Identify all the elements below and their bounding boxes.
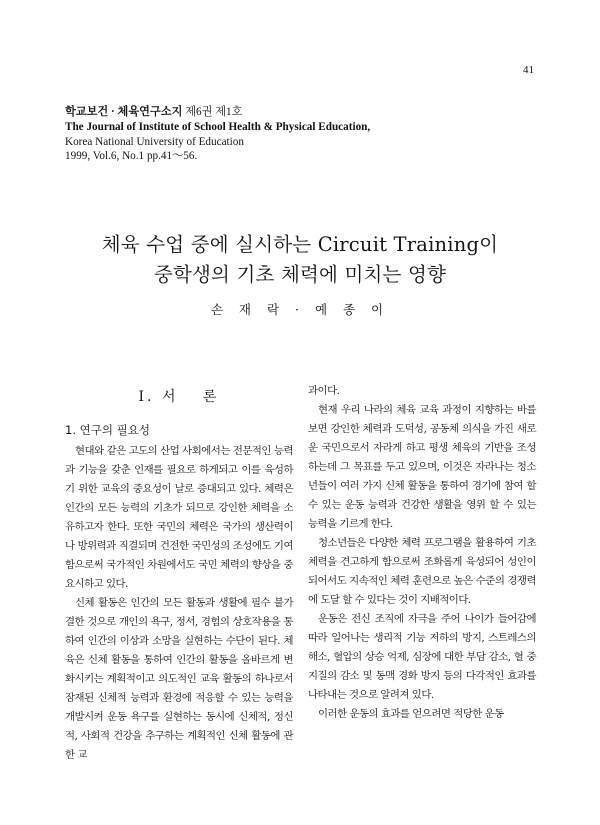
paragraph: 운동은 전신 조직에 자극을 주어 나이가 들어감에 따라 일어나는 생리적 기능 저하의 방지, 스트레스의 해소, 혈압의 상승 억제, 심장에 대한 부담 감소, 혈 중 지질의 감소 및 동맥 경화 방지 등의 다각적인 효과를 나타내는 것으로 알려져 있다. [308, 613, 536, 701]
subsection-heading-necessity: 1. 연구의 필요성 [65, 423, 150, 437]
journal-english-title: The Journal of Institute of School Health & Physical Education, [65, 120, 371, 133]
paper-title [40, 230, 560, 290]
paragraph: 신체 활동은 인간의 모든 활동과 생활에 필수 불가결한 것으로 개인의 욕구, 정서, 경험의 상호작용을 통하여 인간의 이상과 소망을 실현하는 수단이 된다. 체육은 신체 활동을 통하여 인간의 활동을 올바르게 변화시키는 계획적이고 의도적인 교육 활동의 하나로서 잠재된 신체적 능력과 환경에 적응할 수 있는 능력을 개발시켜 운동 욕구를 실현하는 동시에 신체적, 정신적, 사회적 건강을 추구하는 계획적인 신체 활동에 관한 교 [65, 597, 293, 761]
journal-university: Korea National University of Education [65, 135, 244, 148]
journal-korean-title: 학교보건 · 체육연구소지 [65, 106, 183, 118]
paper-title-line-1: 체육 수업 중에 실시하는 Circuit Training이 [101, 233, 499, 256]
paragraph: 현대와 같은 고도의 산업 사회에서는 전문적인 능력과 기능을 갖춘 인재를 필요로 하게되고 이를 육성하기 위한 교육의 중요성이 날로 증대되고 있다. 체력은 인간의 모든 능력의 기초가 되므로 강인한 체력을 소유하고자 한다. 또한 국민의 체력은 국가의 생산력이나 방위력과 직결되며 건전한 국민성의 조성에도 기여함으로써 국가적인 차원에서도 국민 체력의 향상을 중요시하고 있다. [65, 445, 293, 590]
right-column [308, 382, 536, 724]
journal-header [65, 105, 535, 164]
authors: 손 재 락 · 예 종 이 [210, 302, 390, 317]
paragraph: 현재 우리 나라의 체육 교육 과정이 지향하는 바를 보면 강인한 체력과 도덕성, 공동체 의식을 가진 새로운 국민으로서 자라게 하고 평생 체육의 기반을 조성하는데 그 목표를 두고 있으며, 이것은 자라나는 청소년들이 여러 가지 신체 활동을 통하여 경기에 참여 할 수 있는 운동 능력과 건강한 생활을 영위 할 수 있는 능력을 기르게 한다. [308, 404, 536, 530]
journal-citation: 1999, Vol.6, No.1 pp.41～56. [65, 150, 198, 163]
journal-volume-info: 제6권 제1호 [185, 106, 243, 118]
page-number: 41 [523, 64, 534, 76]
paragraph: 청소년들은 다양한 체력 프로그램을 활용하여 기초 체력을 견고하게 함으로써 조화롭게 육성되어 성인이 되어서도 지속적인 체력 훈련으로 높은 수준의 경쟁력에 도달 할 수 있다는 것이 지배적이다. [308, 537, 536, 606]
paragraph: 과이다. [308, 385, 340, 397]
left-column [65, 442, 293, 765]
journal-korean-line [65, 105, 535, 120]
paper-title-line-2: 중학생의 기초 체력에 미치는 영향 [153, 263, 447, 286]
paragraph: 이러한 운동의 효과를 얻으려면 적당한 운동 [318, 708, 504, 720]
section-heading-introduction: Ⅰ. 서 론 [138, 389, 220, 405]
